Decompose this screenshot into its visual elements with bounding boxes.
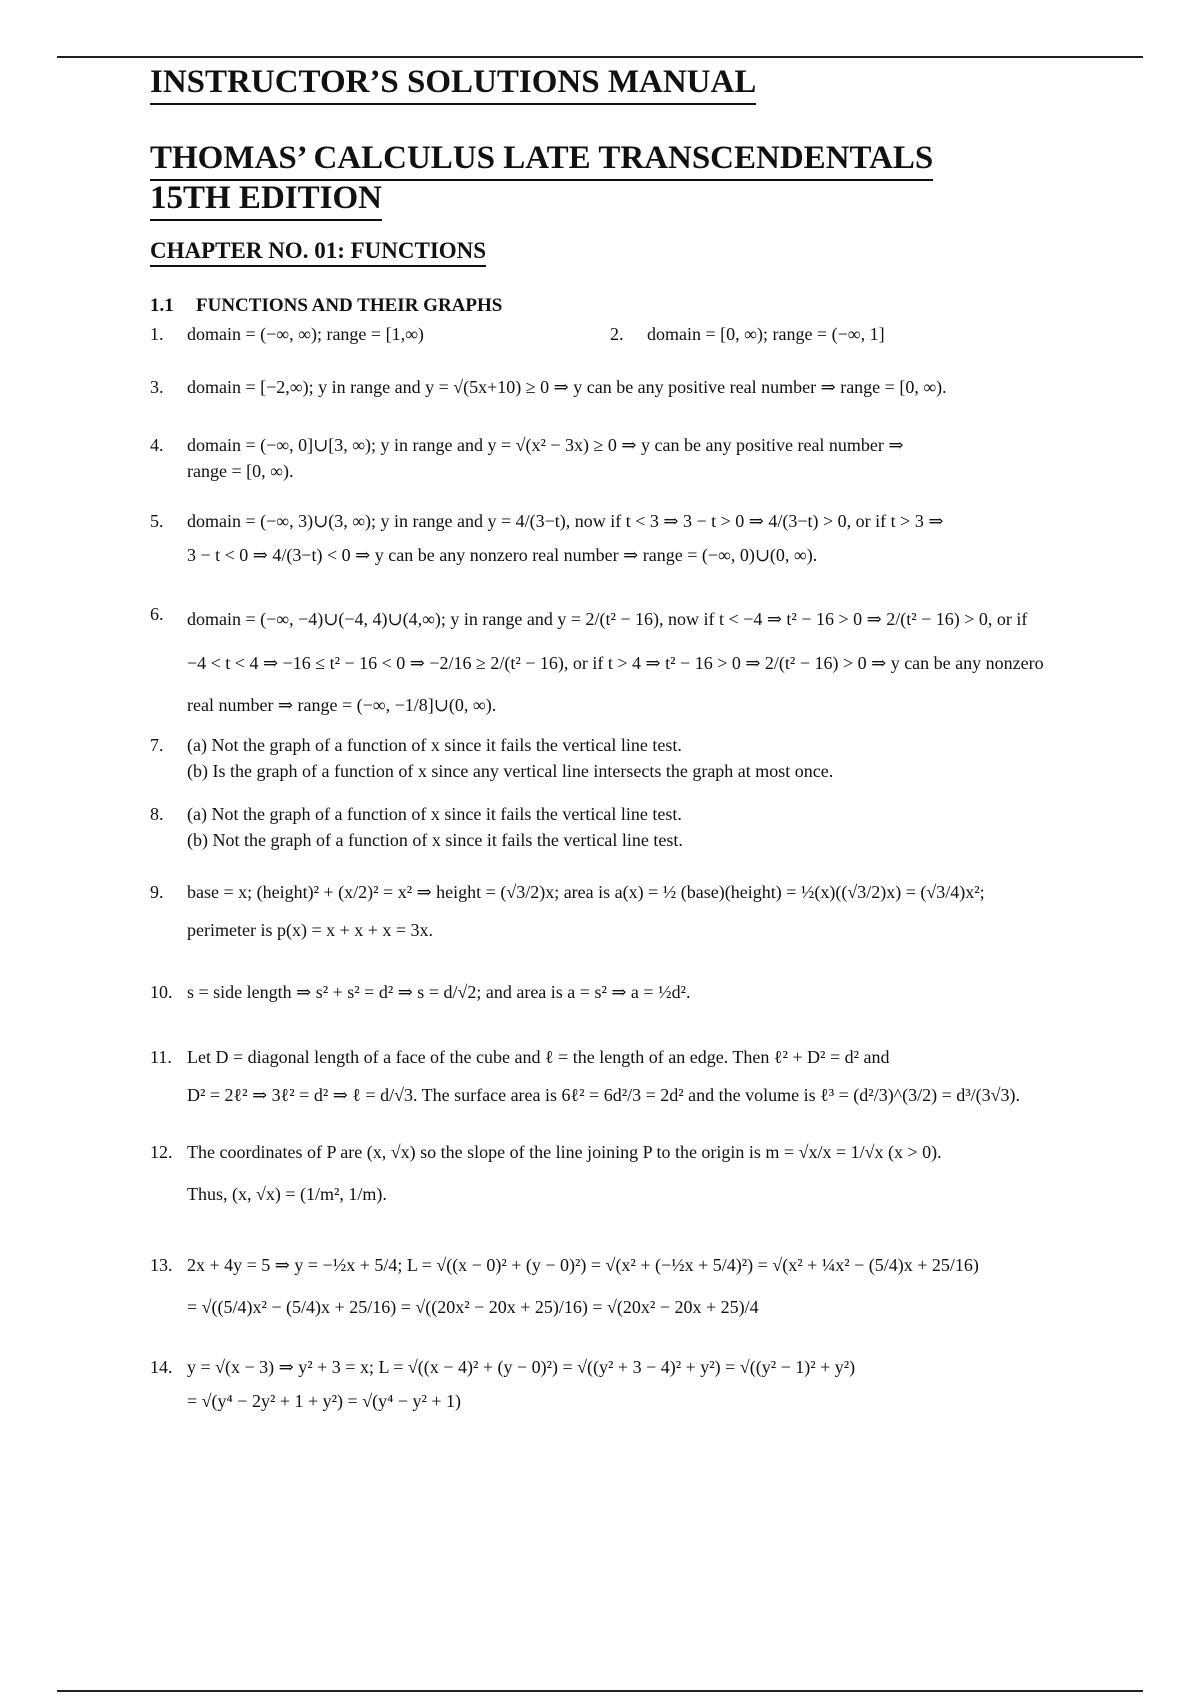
- problem-line: 2x + 4y = 5 ⇒ y = −½x + 5/4; L = √((x − 0)² + (y − 0)²) = √(x² + (−½x + 5/4)²) = √(x² + ¼x² − (5/4)x + 25/16): [187, 1255, 979, 1275]
- problem-line: 3 − t < 0 ⇒ 4/(3−t) < 0 ⇒ y can be any nonzero real number ⇒ range = (−∞, 0)∪(0, ∞).: [187, 545, 818, 565]
- problem-number: 2.: [610, 324, 624, 344]
- problem-number: 1.: [150, 324, 164, 344]
- problem-number: 7.: [150, 735, 164, 755]
- problem-line: = √((5/4)x² − (5/4)x + 25/16) = √((20x² − 20x + 25)/16) = √(20x² − 20x + 25)/4: [187, 1297, 759, 1317]
- problem-line: (b) Is the graph of a function of x since any vertical line intersects the graph at most once.: [187, 761, 834, 781]
- bottom-rule: [57, 1690, 1143, 1692]
- section-title: FUNCTIONS AND THEIR GRAPHS: [196, 295, 503, 316]
- problem-line: base = x; (height)² + (x/2)² = x² ⇒ height = (√3/2)x; area is a(x) = ½ (base)(height) = ½(x)((√3/2)x) = (√3/4)x²;: [187, 882, 985, 902]
- problem-number: 4.: [150, 435, 164, 455]
- problem-line: D² = 2ℓ² ⇒ 3ℓ² = d² ⇒ ℓ = d/√3. The surface area is 6ℓ² = 6d²/3 = 2d² and the volume is ℓ³ = (d²/3)^(3/2) = d³/(3√3).: [187, 1085, 1021, 1105]
- problem-number: 14.: [150, 1357, 173, 1377]
- problem-line: domain = (−∞, 3)∪(3, ∞); y in range and y = 4/(3−t), now if t < 3 ⇒ 3 − t > 0 ⇒ 4/(3−t) > 0, or if t > 3 ⇒: [187, 511, 944, 531]
- problem-number: 8.: [150, 804, 164, 824]
- problem-number: 3.: [150, 377, 164, 397]
- problem-line: real number ⇒ range = (−∞, −1/8]∪(0, ∞).: [187, 695, 497, 715]
- problem-number: 6.: [150, 604, 164, 624]
- problem-number: 13.: [150, 1255, 173, 1275]
- problem-line: (b) Not the graph of a function of x since it fails the vertical line test.: [187, 830, 683, 850]
- problem-line: domain = (−∞, −4)∪(−4, 4)∪(4,∞); y in range and y = 2/(t² − 16), now if t < −4 ⇒ t² − 16 > 0 ⇒ 2/(t² − 16) > 0, or if: [187, 609, 1028, 629]
- problem-line: = √(y⁴ − 2y² + 1 + y²) = √(y⁴ − y² + 1): [187, 1391, 462, 1411]
- problem-number: 12.: [150, 1142, 173, 1162]
- section-number: 1.1: [150, 295, 174, 316]
- problem-line: y = √(x − 3) ⇒ y² + 3 = x; L = √((x − 4)² + (y − 0)²) = √((y² + 3 − 4)² + y²) = √((y² − 1)² + y²): [187, 1357, 856, 1377]
- problem-line: −4 < t < 4 ⇒ −16 ≤ t² − 16 < 0 ⇒ −2/16 ≥ 2/(t² − 16), or if t > 4 ⇒ t² − 16 > 0 ⇒ 2/(t² − 16) > 0 ⇒ y can be any nonzero: [187, 653, 1044, 673]
- edition-title: 15TH EDITION: [150, 178, 382, 221]
- problem-line: Let D = diagonal length of a face of the cube and ℓ = the length of an edge. Then ℓ² + D² = d² and: [187, 1047, 890, 1067]
- problem-number: 9.: [150, 882, 164, 902]
- problem-line: The coordinates of P are (x, √x) so the slope of the line joining P to the origin is m = √x/x = 1/√x (x > 0).: [187, 1142, 942, 1162]
- problem-number: 5.: [150, 511, 164, 531]
- problem-line: (a) Not the graph of a function of x since it fails the vertical line test.: [187, 804, 682, 824]
- manual-title: INSTRUCTOR’S SOLUTIONS MANUAL: [150, 62, 756, 105]
- problem-line: perimeter is p(x) = x + x + x = 3x.: [187, 920, 434, 940]
- top-rule: [57, 56, 1143, 58]
- problem-number: 10.: [150, 982, 173, 1002]
- problem-line: domain = (−∞, ∞); range = [1,∞): [187, 324, 424, 344]
- problem-number: 11.: [150, 1047, 172, 1067]
- problem-line: domain = [−2,∞); y in range and y = √(5x+10) ≥ 0 ⇒ y can be any positive real number ⇒ range = [0, ∞).: [187, 377, 947, 397]
- problem-line: range = [0, ∞).: [187, 461, 294, 481]
- book-title: THOMAS’ CALCULUS LATE TRANSCENDENTALS: [150, 138, 933, 181]
- chapter-heading: CHAPTER NO. 01: FUNCTIONS: [150, 237, 486, 267]
- problem-line: domain = [0, ∞); range = (−∞, 1]: [647, 324, 885, 344]
- problem-line: Thus, (x, √x) = (1/m², 1/m).: [187, 1184, 387, 1204]
- problem-line: s = side length ⇒ s² + s² = d² ⇒ s = d/√2; and area is a = s² ⇒ a = ½d².: [187, 982, 691, 1002]
- problem-line: domain = (−∞, 0]∪[3, ∞); y in range and y = √(x² − 3x) ≥ 0 ⇒ y can be any positive real number ⇒: [187, 435, 904, 455]
- problem-line: (a) Not the graph of a function of x since it fails the vertical line test.: [187, 735, 682, 755]
- section-heading: [150, 294, 502, 318]
